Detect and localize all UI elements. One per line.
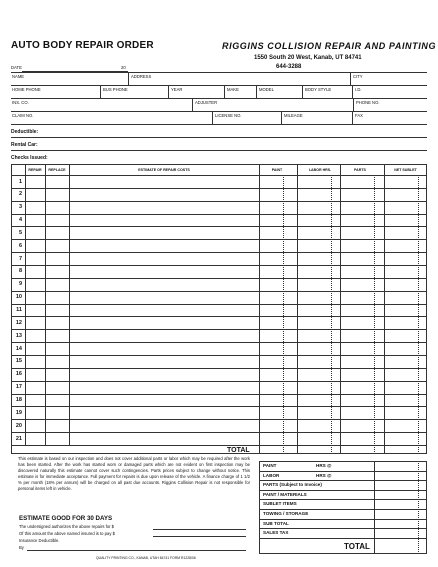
grid-line bbox=[224, 85, 225, 98]
row-number: 20 bbox=[15, 422, 22, 429]
row-number: 12 bbox=[15, 319, 22, 326]
table-row-line bbox=[11, 355, 427, 356]
table-row-line bbox=[11, 381, 427, 382]
summary-towing-label: TOWING / STORAGE bbox=[263, 511, 309, 516]
table-row-line bbox=[11, 432, 427, 433]
row-number: 7 bbox=[18, 255, 22, 262]
col-labor: LABOR HRS. bbox=[308, 168, 332, 172]
summary-subtotal-label: SUB TOTAL bbox=[263, 521, 289, 526]
summary-paint-materials-label: PAINT / MATERIALS bbox=[263, 492, 307, 497]
table-row-line bbox=[11, 316, 427, 317]
insurance-deductible-label: Insurance Deductible. bbox=[19, 538, 60, 543]
table-row-line bbox=[11, 304, 427, 305]
table-row-line bbox=[11, 188, 427, 189]
date-year-label: 20 bbox=[121, 65, 126, 70]
row-number: 16 bbox=[15, 371, 22, 378]
signature-field[interactable] bbox=[27, 550, 246, 551]
row-number: 10 bbox=[15, 294, 22, 301]
grid-line bbox=[352, 111, 353, 124]
table-row-line bbox=[11, 201, 427, 202]
table-row-line bbox=[11, 265, 427, 266]
table-row-line bbox=[11, 252, 427, 253]
year-field[interactable]: YEAR bbox=[171, 87, 183, 92]
col-parts: PARTS bbox=[354, 168, 366, 172]
col-paint: PAINT bbox=[271, 168, 283, 172]
row-number: 8 bbox=[18, 268, 22, 275]
city-field[interactable]: CITY bbox=[353, 74, 363, 79]
body-style-field[interactable]: BODY STYLE bbox=[305, 87, 332, 92]
row-number: 18 bbox=[15, 397, 22, 404]
company-name: RIGGINS COLLISION REPAIR AND PAINTING bbox=[222, 41, 437, 51]
table-row-line bbox=[11, 419, 427, 420]
summary-labor-label: LABOR bbox=[263, 473, 280, 478]
table-row-line bbox=[11, 278, 427, 279]
col-divider bbox=[418, 175, 419, 454]
col-replace: REPLACE bbox=[48, 168, 66, 172]
summary-labor-hrs-label: HRS @ bbox=[316, 473, 332, 478]
row-number: 13 bbox=[15, 332, 22, 339]
id-field[interactable]: I.D. bbox=[355, 87, 362, 92]
row-number: 19 bbox=[15, 409, 22, 416]
grid-line bbox=[11, 85, 427, 86]
company-address: 1550 South 20 West, Kanab, UT 84741 bbox=[254, 55, 362, 61]
disclaimer-text: This estimate is based on our inspection and does not cover additional parts or labor which may be required after the work has been started. After the work has started worn or damaged parts which are not evident on first inspection may be discovered naturally this estimate cannot cover such contingencies. Parts prices subject to change without notice. This estimate is for immediate acceptance. Full payment for repairs is due upon release of the vehicle. A finance charge of 1 1/2 % per month (18% per annum) will be charged on all past due accounts. Riggins Collision Repair is not responsible for personal items left in vehicle. bbox=[18, 456, 250, 491]
grid-line bbox=[100, 85, 101, 98]
grid-line bbox=[353, 98, 354, 111]
make-field[interactable]: MAKE bbox=[227, 87, 239, 92]
insured-pay-label: Of this amount the above named insured is to pay $ bbox=[19, 531, 115, 536]
table-row-line bbox=[11, 342, 427, 343]
checks-issued-label: Checks Issued: bbox=[11, 155, 48, 161]
grid-line bbox=[128, 72, 129, 85]
grid-line bbox=[192, 98, 193, 111]
summary-line bbox=[259, 471, 427, 472]
authorize-repairs-label: The undersigned authorizes the above repairs for $ bbox=[19, 524, 114, 529]
col-divider bbox=[297, 164, 298, 454]
estimate-good-label: ESTIMATE GOOD FOR 30 DAYS bbox=[19, 515, 113, 522]
col-repair: REPAIR bbox=[28, 168, 42, 172]
rental-car-label: Rental Car: bbox=[11, 142, 38, 148]
row-number: 6 bbox=[18, 242, 22, 249]
table-row-line bbox=[11, 394, 427, 395]
summary-paint-hrs-label: HRS @ bbox=[316, 463, 332, 468]
form-footer: QUALITY PRINTING CO., KANAB, UTAH 84741 FORM R1228/06 bbox=[96, 556, 196, 560]
table-row-line bbox=[11, 291, 427, 292]
summary-line bbox=[259, 490, 427, 491]
row-number: 14 bbox=[15, 345, 22, 352]
grid-line bbox=[11, 111, 427, 112]
grid-line bbox=[11, 124, 427, 125]
table-row-line bbox=[11, 368, 427, 369]
form-title: AUTO BODY REPAIR ORDER bbox=[11, 40, 154, 51]
summary-sublet-label: SUBLET ITEMS bbox=[263, 501, 297, 506]
fax-field[interactable]: FAX bbox=[355, 113, 363, 118]
mileage-field[interactable]: MILEAGE bbox=[284, 113, 303, 118]
row-number: 11 bbox=[16, 307, 22, 314]
row-number: 21 bbox=[15, 435, 22, 442]
summary-paint-label: PAINT bbox=[263, 463, 277, 468]
estimate-table bbox=[11, 164, 427, 454]
col-net-sublet: NET SUBLET bbox=[394, 168, 417, 172]
summary-divider bbox=[374, 461, 375, 554]
table-row-line bbox=[11, 214, 427, 215]
grid-line bbox=[212, 111, 213, 124]
bus-phone-field[interactable]: BUS PHONE bbox=[103, 87, 128, 92]
adjuster-field[interactable]: ADJUSTER bbox=[195, 100, 218, 105]
rental-car-line[interactable] bbox=[11, 150, 427, 151]
col-divider bbox=[331, 175, 332, 454]
grid-line bbox=[302, 85, 303, 98]
claim-no-field[interactable]: CLAIM NO. bbox=[12, 113, 34, 118]
summary-parts-label: PARTS (Subject to Invoice) bbox=[263, 482, 322, 487]
date-label: DATE bbox=[11, 65, 22, 70]
phone-no-field[interactable]: PHONE NO. bbox=[356, 100, 380, 105]
summary-line bbox=[259, 509, 427, 510]
grid-line bbox=[281, 111, 282, 124]
grid-line bbox=[11, 72, 427, 73]
grid-line bbox=[352, 85, 353, 98]
row-number: 2 bbox=[18, 191, 22, 198]
col-divider bbox=[283, 175, 284, 454]
col-divider bbox=[374, 175, 375, 454]
company-phone: 644-3288 bbox=[276, 64, 302, 70]
total-row-line bbox=[11, 445, 427, 446]
summary-line bbox=[259, 528, 427, 529]
row-number: 17 bbox=[15, 384, 22, 391]
home-phone-field[interactable]: HOME PHONE bbox=[12, 87, 41, 92]
address-field[interactable]: ADDRESS bbox=[131, 74, 152, 79]
summary-sales-tax-label: SALES TAX bbox=[263, 530, 289, 535]
table-row-line bbox=[11, 406, 427, 407]
grid-line bbox=[350, 72, 351, 85]
insured-amount-field[interactable] bbox=[153, 536, 246, 537]
summary-line bbox=[259, 499, 427, 500]
col-divider bbox=[340, 164, 341, 454]
table-row-line bbox=[11, 239, 427, 240]
summary-total-label: TOTAL bbox=[344, 542, 370, 551]
table-row-line bbox=[11, 226, 427, 227]
grid-line bbox=[256, 85, 257, 98]
row-number: 3 bbox=[18, 204, 22, 211]
summary-line bbox=[259, 480, 427, 481]
summary-box bbox=[259, 461, 427, 554]
summary-divider bbox=[418, 461, 419, 554]
table-row-line bbox=[11, 329, 427, 330]
summary-line bbox=[259, 538, 427, 539]
authorize-amount-field[interactable] bbox=[153, 529, 246, 530]
col-estimate: ESTIMATE OF REPAIR COSTS bbox=[138, 168, 190, 172]
grid-line bbox=[168, 85, 169, 98]
table-header-line bbox=[11, 175, 427, 176]
license-no-field[interactable]: LICENSE NO. bbox=[215, 113, 242, 118]
row-number: 15 bbox=[15, 358, 22, 365]
by-label: By bbox=[19, 545, 24, 550]
row-number: 9 bbox=[18, 281, 22, 288]
row-number: 4 bbox=[18, 217, 22, 224]
col-divider bbox=[259, 164, 260, 454]
col-divider bbox=[384, 164, 385, 454]
table-total-label: TOTAL bbox=[227, 447, 250, 454]
model-field[interactable]: MODEL bbox=[259, 87, 274, 92]
deductible-label: Deductible: bbox=[11, 129, 39, 135]
name-field[interactable]: NAME bbox=[12, 74, 25, 79]
grid-line bbox=[11, 98, 427, 99]
summary-line bbox=[259, 519, 427, 520]
row-number: 5 bbox=[18, 229, 22, 236]
row-number: 1 bbox=[18, 178, 22, 185]
deductible-line[interactable] bbox=[11, 137, 427, 138]
ins-co-field[interactable]: INS. CO. bbox=[12, 100, 29, 105]
